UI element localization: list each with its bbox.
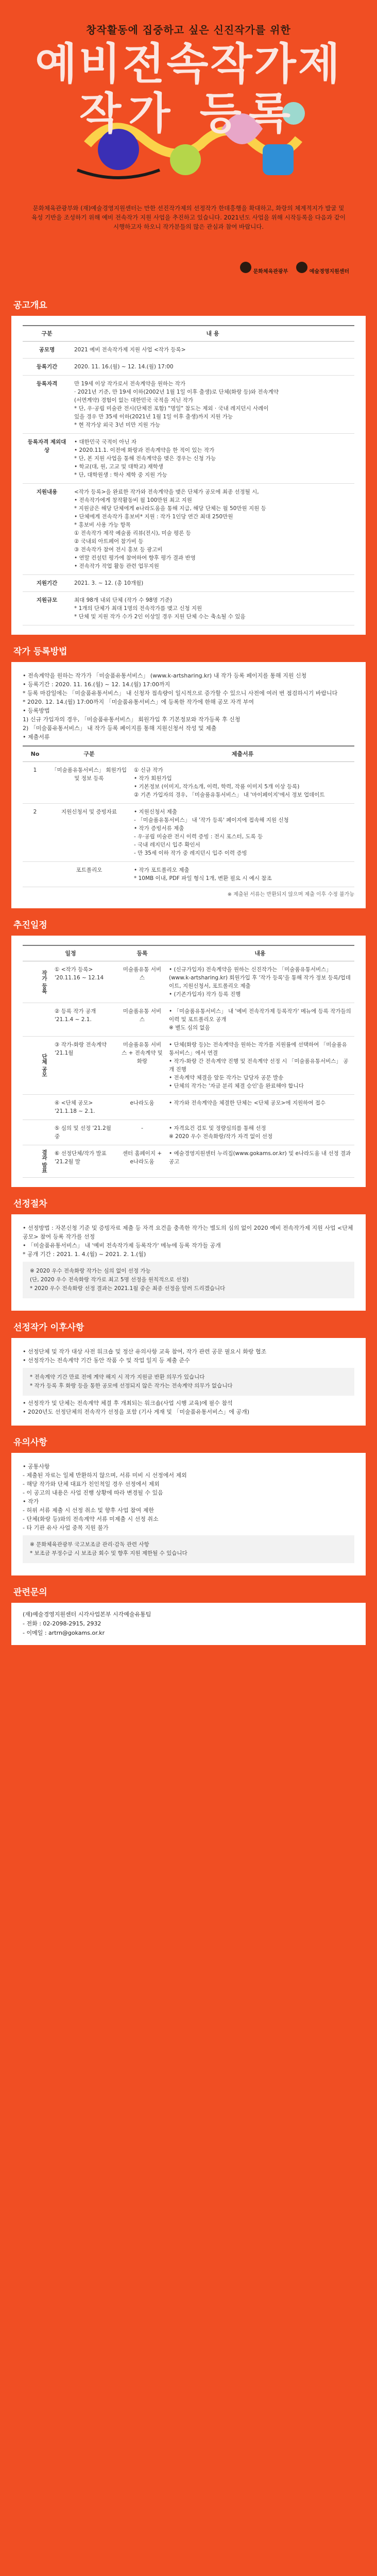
documents-row bbox=[23, 804, 354, 862]
registration-line: * 2020. 12. 14.(월) 17:00까지 「미술품유통서비스」에 등록한 작가에 한해 공모 자격 부여 bbox=[23, 699, 254, 705]
overview-line: <작가 등록>을 완료한 작가와 전속계약을 맺은 단체가 공모에 최종 선정될 시, bbox=[74, 489, 259, 495]
overview-line: * 홍보비 사용 가능 항목 bbox=[74, 522, 131, 528]
schedule-manager: 미술품유통 서비스 bbox=[118, 961, 166, 1003]
schedule-step: ② 등록 작가 공개 '21.1.4 ~ 2.1. bbox=[52, 1003, 118, 1037]
contact-section bbox=[0, 1585, 377, 1645]
schedule-desc-line: • 단체(화랑 등)는 전속계약을 원하는 작가를 지원률에 선택하여 「미술품유통서비스」에서 연결 bbox=[169, 1042, 347, 1056]
selection-section bbox=[0, 1196, 377, 1311]
overview-line: 2020. 11. 16.(월) ~ 12. 14.(월) 17:00 bbox=[74, 364, 174, 370]
schedule-row bbox=[23, 1003, 354, 1037]
docs-header-no: No bbox=[23, 746, 47, 762]
hero-title-line1: 예비전속작가제 bbox=[35, 39, 342, 89]
schedule-manager: 미술품유통 서비스 + 전속계약 및 화랑 bbox=[118, 1037, 166, 1095]
contact-org: (재)예술경영지원센터 시각사업본부 시각예술유통팀 bbox=[23, 1611, 151, 1618]
documents-line: • 작가 포트폴리오 제출 bbox=[134, 867, 190, 873]
notice-section bbox=[0, 1435, 377, 1575]
notice-line: - 이 공고의 내용은 사업 진행 상황에 따라 변경될 수 있음 bbox=[23, 1489, 163, 1496]
overview-row bbox=[23, 592, 354, 625]
schedule-desc bbox=[166, 1037, 354, 1095]
schedule-desc-line: • 자격요건 검토 및 정량심의를 통해 선정 bbox=[169, 1125, 266, 1131]
schedule-section bbox=[0, 918, 377, 1187]
schedule-desc-line: ※ 2020 우수 전속화랑/작가 자격 없이 선정 bbox=[169, 1133, 273, 1140]
documents-line: • 기본정보 (이미지, 작가소개, 이력, 학력, 작품 이미지 5개 이상 등록) bbox=[134, 784, 300, 790]
registration-line: • 전속계약을 원하는 작가가 「미술품유통서비스」 (www.k-artsharing.kr) 내 작가 등록 페이지를 통해 지원 신청 bbox=[23, 672, 307, 679]
obligations-after-line: • 2020년도 선정단체의 전속작가 선정을 포함 (기사 게재 및 「미술품유통서비스」에 공개) bbox=[23, 1408, 250, 1415]
notice-line: - 타 기관 유사 사업 중복 지원 불가 bbox=[23, 1524, 109, 1531]
overview-line: • 연말 컨설턴 평가에 참여하여 향후 평가 결과 반영 bbox=[74, 555, 196, 561]
documents-no bbox=[23, 862, 47, 887]
overview-key: 등록자격 제외대상 bbox=[23, 434, 71, 484]
documents-row bbox=[23, 862, 354, 887]
documents-line: ① 신규 작가 bbox=[134, 767, 163, 773]
notice-box-line: * 보조금 부정수급 시 보조금 회수 및 향후 지원 제한될 수 있습니다 bbox=[30, 1550, 187, 1556]
documents-line: - 만 35세 이하 작가 중 레지던시 입주 이력 증빙 bbox=[134, 850, 247, 856]
sched-header-reg: 등록 bbox=[118, 945, 166, 961]
overview-line: * 단, 우·공립 미술관 전시(단체전 포함) "명일" 참도는 제외 · 국내 레지던시 사례이 bbox=[74, 405, 269, 412]
schedule-desc-line: ※ 별도 심의 없음 bbox=[169, 1025, 210, 1031]
overview-key: 지원규모 bbox=[23, 592, 71, 625]
overview-line: * 단, 본 지원 사업을 통해 전속계약을 맺은 경우는 신청 가능 bbox=[74, 455, 216, 462]
overview-line: · 2021년 기준, 만 19세 이하(2002년 1월 1일 이후 출생)로 단체(화랑 등)와 전속계약 bbox=[74, 389, 279, 395]
registration-line: • 제출서류 bbox=[23, 734, 50, 740]
overview-row bbox=[23, 342, 354, 359]
registration-line: • 등록기간 : 2020. 11. 16.(월) ~ 12. 14.(월) 17:00까지 bbox=[23, 681, 170, 688]
notice-line: • 작가 bbox=[23, 1498, 39, 1505]
overview-line: • 전속작가에게 창작활동비 월 100만원 최고 지원 bbox=[74, 497, 192, 503]
overview-row bbox=[23, 434, 354, 484]
schedule-title: 추진일정 bbox=[13, 920, 47, 930]
overview-line: * 지원금은 해당 단체에게 e나라도움을 통해 지급, 해당 단체는 월 50만원 지원 등 bbox=[74, 505, 266, 512]
schedule-manager: e나라도움 bbox=[118, 1095, 166, 1120]
selection-line: * 공개 기간 : 2021. 1. 4.(월) ~ 2021. 2. 1.(월) bbox=[23, 1250, 146, 1258]
overview-title: 공고개요 bbox=[13, 300, 47, 311]
gokams-logo-label: 예술경영지원센터 bbox=[309, 269, 349, 275]
overview-card bbox=[11, 316, 366, 635]
obligations-line: • 선정작가는 전속계약 기간 동안 작품 수 및 작업 일지 등 제출 준수 bbox=[23, 1357, 190, 1364]
obligations-line: • 선정단체 및 작가 대상 사전 워크숍 및 정산 유의사항 교육 참여, 작가 관련 공문 필요시 화랑 협조 bbox=[23, 1348, 267, 1355]
schedule-desc-line: • 전속계약 체결을 앞둔 작가는 담당자 공문 발송 bbox=[169, 1075, 284, 1081]
schedule-desc-line: • 단체의 작가는 '자금 분리 체결 승인'을 완료해야 합니다 bbox=[169, 1083, 304, 1089]
ministry-logo bbox=[240, 262, 288, 275]
obligations-box-line: * 작가 등록 후 화랑 등을 통한 공모에 선정되지 않은 작가는 전속계약 의무가 없습니다 bbox=[30, 1382, 233, 1389]
overview-line: 있을 경우 만 35세 이하(2021년 1월 1일 이후 출생)까지 지원 가능 bbox=[74, 414, 233, 420]
schedule-table bbox=[23, 945, 354, 1178]
overview-line: * 단체 및 지원 작가 수가 2인 이상일 경우 지원 단체 수는 축소될 수 있음 bbox=[74, 614, 246, 620]
hero-subtitle: 창작활동에 집중하고 싶은 신진작가를 위한 bbox=[86, 24, 291, 36]
schedule-step: ① <작가 등록> '20.11.16 ~ 12.14 bbox=[52, 961, 118, 1003]
selection-box-line: ※ 2020 우수 전속화랑 작가는 심의 없이 선정 가능 bbox=[30, 1267, 151, 1274]
documents-line: • 작가 회원가입 bbox=[134, 775, 172, 782]
documents-no: 2 bbox=[23, 804, 47, 862]
hero-title-line2: 작가 등록 bbox=[79, 88, 298, 139]
registration-line: • 등록방법 bbox=[23, 707, 50, 714]
overview-line: 2021 예비 전속작가제 지원 사업 <작가 등록> bbox=[74, 347, 186, 353]
schedule-stage bbox=[23, 1120, 52, 1145]
schedule-desc-line: • 작가와 전속계약을 체결한 단체는 <단체 공모>에 지원하여 접수 bbox=[169, 1100, 326, 1106]
overview-line: * 단, 대학원생 : 학사 제학 중 지원 가능 bbox=[74, 472, 167, 478]
overview-line: • 학교(대, 원, 고교 및 대학교) 재학생 bbox=[74, 464, 163, 470]
logo-row bbox=[240, 262, 349, 275]
notice-line: - 허위 서류 제출 시 선정 취소 및 향후 사업 참여 제한 bbox=[23, 1506, 154, 1514]
schedule-step: ④ <단체 공모> '21.1.18 ~ 2.1. bbox=[52, 1095, 118, 1120]
schedule-stage: 결과 발표 bbox=[23, 1145, 52, 1178]
overview-row bbox=[23, 575, 354, 592]
sched-header-content: 내용 bbox=[166, 945, 354, 961]
schedule-row bbox=[23, 1145, 354, 1178]
notice-line: - 단체(화랑 등)와의 전속계약 서류 미제출 시 선정 취소 bbox=[23, 1515, 159, 1522]
selection-card bbox=[11, 1214, 366, 1311]
documents-category: 지원신청서 및 증빙자료 bbox=[47, 804, 131, 862]
documents-line: • 작가 증빙서류 제출 bbox=[134, 825, 184, 832]
documents-line: - 「미술품유통서비스」 내 '작가 등록' 페이지에 접속해 지원 신청 bbox=[134, 817, 289, 823]
schedule-desc-line: • 작가-화랑 간 전속계약 진행 및 전속계약 선정 시 「미술품유통서비스」 공개 진행 bbox=[169, 1058, 349, 1073]
schedule-stage bbox=[23, 1003, 52, 1037]
schedule-desc bbox=[166, 1003, 354, 1037]
documents-list bbox=[131, 862, 354, 887]
overview-table bbox=[23, 325, 354, 625]
documents-list bbox=[131, 762, 354, 804]
documents-no: 1 bbox=[23, 762, 47, 804]
overview-row bbox=[23, 484, 354, 575]
contact-card bbox=[11, 1603, 366, 1645]
overview-line: (서면계약) 경험이 없는 대한민국 국적을 지닌 작가 bbox=[74, 397, 194, 403]
documents-footnote: ※ 제출된 서류는 반환되지 않으며 제출 이후 수정 불가능 bbox=[227, 892, 354, 897]
docs-header-docs: 제출서류 bbox=[131, 746, 354, 762]
overview-row bbox=[23, 376, 354, 434]
overview-line: 2021. 3. ~ 12. (총 10개월) bbox=[74, 580, 144, 586]
hero-description: 문화체육관광부와 (재)예술경영지원센터는 만한 선진작가제의 선정작가 한데흥행을 확대하고, 화랑의 체계적지가 발굴 및 육성 기반을 조성하기 위해 예비 전속작가 지원 사업을 추진하고 있습니다. 2021년도 사업을 위해 시작등록을 다음과 같이 시행하고자 하오니 작가분들의 많은 관심과 참여 바랍니다. bbox=[31, 205, 346, 230]
ministry-logo-icon bbox=[240, 262, 251, 273]
overview-header-content: 내 용 bbox=[71, 326, 354, 342]
schedule-row bbox=[23, 1037, 354, 1095]
obligations-box-line: * 전속계약 기간 만료 전에 계약 해지 시 작가 지원금 반환 의무가 있습니다 bbox=[30, 1374, 205, 1380]
overview-line: 만 19세 이상 작가로서 전속계약을 원하는 작가 bbox=[74, 381, 185, 387]
overview-value bbox=[71, 434, 354, 484]
schedule-stage bbox=[23, 1095, 52, 1120]
overview-key: 공모명 bbox=[23, 342, 71, 359]
overview-key: 지원내용 bbox=[23, 484, 71, 575]
overview-line: * 현 작가상 외국 3년 미만 지원 가능 bbox=[74, 422, 161, 428]
overview-line: * 1개의 단체가 최대 1명의 전속작가를 맺고 신청 지원 bbox=[74, 605, 202, 612]
selection-line: • 선정방법 : 자본신청 기준 및 증빙자료 제출 등 자격 요건을 충족한 작가는 별도의 심의 없이 2020 예비 전속작가제 지원 사업 <단체 공모> 참여 등록 작가를 선정 bbox=[23, 1224, 353, 1240]
schedule-stage: 작가 등록 bbox=[23, 961, 52, 1003]
overview-line: ③ 전속작가 참여 전시 홍보 등 광고비 bbox=[74, 547, 163, 553]
documents-category: 「미술품유통서비스」 회원가입 및 정보 등록 bbox=[47, 762, 131, 804]
selection-notice-box bbox=[23, 1262, 354, 1298]
schedule-step: ⑥ 선정단체/작가 발표 '21.2월 말 bbox=[52, 1145, 118, 1178]
overview-header-cat: 구분 bbox=[23, 326, 71, 342]
overview-key: 등록자격 bbox=[23, 376, 71, 434]
schedule-desc bbox=[166, 1120, 354, 1145]
obligations-after-line: • 선정작가 및 단체는 전속계약 체결 후 개최되는 워크숍(사업 시행 교육)에 필수 참석 bbox=[23, 1399, 233, 1406]
overview-line: • 단체에게 전속작가 홍보비* 지원 : 작가 1인당 연간 최대 250만원 bbox=[74, 514, 233, 520]
contact-phone: - 전화 : 02-2098-2915, 2932 bbox=[23, 1620, 101, 1627]
documents-line: * 10MB 이내, PDF 파일 형식 1개, 변환 필요 시 예시 참조 bbox=[134, 875, 272, 882]
registration-card bbox=[11, 662, 366, 908]
overview-line: • 전속작가 작업 활동 관련 업무지원 bbox=[74, 563, 159, 569]
documents-line: - 국내 레지던시 입주 확인서 bbox=[134, 842, 200, 848]
notice-card bbox=[11, 1453, 366, 1575]
notice-box bbox=[23, 1535, 354, 1563]
overview-line: 최대 98개 내외 단체 (작가 수 98명 기준) bbox=[74, 597, 173, 603]
sched-header-date: 일정 bbox=[23, 945, 118, 961]
schedule-desc bbox=[166, 1145, 354, 1178]
overview-line: • 대한민국 국적이 아닌 자 bbox=[74, 439, 136, 445]
selection-box-line: * 2020 우수 전속화랑 선정 결과는 2021.1월 중순 최종 선정을 알려 드리겠습니다 bbox=[30, 1285, 226, 1292]
notice-box-line: ※ 문화체육관광부 국고보조금 관리·감독 관련 사항 bbox=[30, 1541, 149, 1548]
registration-line: * 등록 마감일에는 「미술품유통서비스」 내 신청자 접속량이 일시적으로 증가할 수 있으니 사전에 여러 번 점검하시기 바랍니다 bbox=[23, 690, 338, 697]
schedule-desc bbox=[166, 961, 354, 1003]
registration-section bbox=[0, 644, 377, 908]
obligations-title: 선정작가 이후사항 bbox=[13, 1322, 84, 1333]
overview-section bbox=[0, 298, 377, 635]
overview-value bbox=[71, 342, 354, 359]
overview-key: 지원기간 bbox=[23, 575, 71, 592]
schedule-manager: - bbox=[118, 1120, 166, 1145]
overview-key: 등록기간 bbox=[23, 359, 71, 376]
documents-table bbox=[23, 745, 354, 887]
schedule-desc-line: • 「미술품유통서비스」 내 '예비 전속작가제 등록작가' 메뉴에 등록 작가들의 이력 및 포트폴리오 공개 bbox=[169, 1008, 351, 1023]
overview-value bbox=[71, 592, 354, 625]
schedule-desc-line: • (신규가입자) 전속계약을 원하는 신진작가는 「미술품유통서비스」 (www.k-artsharing.kr) 회원가입 후 '작가 등록'을 통해 작가 정보 등록/업데이트, 지원신청서, 포트폴리오 제출 bbox=[169, 967, 351, 989]
selection-line: • 「미술품유통서비스」 내 '예비 전속작가제 등록작가' 메뉴에 등록 작가들 공개 bbox=[23, 1242, 221, 1249]
documents-row bbox=[23, 762, 354, 804]
schedule-manager: 미술품유통 서비스 bbox=[118, 1003, 166, 1037]
schedule-step: ⑤ 심의 및 선정 '21.2월 중 bbox=[52, 1120, 118, 1145]
overview-value bbox=[71, 359, 354, 376]
overview-line: ② 국내외 아트페어 참가비 등 bbox=[74, 538, 144, 545]
schedule-desc-line: • (기존가입자) 작가 등록 진행 bbox=[169, 991, 241, 997]
selection-box-line: (단, 2020 우수 전속화랑 작가로 최고 5명 선정을 원칙적으로 선정) bbox=[30, 1276, 189, 1283]
registration-line: 1) 신규 가입자의 경우, 「미술품유통서비스」 회원가입 후 기본정보와 작가등록 후 신청 bbox=[23, 716, 241, 723]
gokams-logo-icon bbox=[296, 262, 307, 273]
schedule-card bbox=[11, 936, 366, 1187]
gokams-logo bbox=[296, 262, 349, 275]
schedule-row bbox=[23, 1095, 354, 1120]
notice-title: 유의사항 bbox=[13, 1437, 47, 1448]
registration-lines bbox=[23, 671, 354, 741]
overview-line: ① 전속작가 제작 예술품 리뷰(전시), 미술 평론 등 bbox=[74, 530, 191, 536]
documents-line: - 우·공립 미술관 전시 이력 증빙 : 전시 포스터, 도록 등 bbox=[134, 834, 263, 840]
registration-line: 2) 「미술품유통서비스」 내 작가 등록 페이지를 통해 지원신청서 작성 및 제출 bbox=[23, 725, 217, 732]
obligations-section bbox=[0, 1320, 377, 1426]
notice-line: • 공통사항 bbox=[23, 1463, 50, 1470]
docs-header-cat: 구분 bbox=[47, 746, 131, 762]
schedule-desc-line: • 예술경영지원센터 누리집(www.gokams.or.kr) 및 e나라도움 내 선정 결과 공고 bbox=[169, 1150, 351, 1165]
documents-line: • 지원신청서 제출 bbox=[134, 809, 177, 815]
contact-email[interactable]: - 이메일 : artrn@gokams.or.kr bbox=[23, 1629, 105, 1636]
notice-line: - 해당 작가와 단체 대표가 친인척일 경우 선정에서 제외 bbox=[23, 1480, 160, 1487]
overview-value bbox=[71, 376, 354, 434]
documents-list bbox=[131, 804, 354, 862]
documents-category: 포트폴리오 bbox=[47, 862, 131, 887]
overview-value bbox=[71, 575, 354, 592]
schedule-manager: 센터 홈페이지 + e나라도움 bbox=[118, 1145, 166, 1178]
contact-title: 관련문의 bbox=[13, 1587, 47, 1598]
notice-line: - 제출된 자료는 일체 반환하지 않으며, 서류 미비 시 선정에서 제외 bbox=[23, 1471, 187, 1479]
hero-banner bbox=[0, 0, 377, 289]
schedule-desc bbox=[166, 1095, 354, 1120]
schedule-step: ③ 작가-화랑 전속계약 '21.1월 bbox=[52, 1037, 118, 1095]
ministry-logo-label: 문화체육관광부 bbox=[253, 269, 288, 275]
schedule-stage: 단체 공모 bbox=[23, 1037, 52, 1095]
obligations-notice-box bbox=[23, 1368, 354, 1396]
selection-title: 선정절차 bbox=[13, 1198, 47, 1209]
schedule-row bbox=[23, 1120, 354, 1145]
overview-line: • 2020.11.1. 이전에 화랑과 전속계약을 한 적이 있는 작가 bbox=[74, 447, 215, 453]
overview-row bbox=[23, 359, 354, 376]
documents-line: ② 기존 가입자의 경우, 「미술품유통서비스」 내 '마이페이지'에서 정보 업데이트 bbox=[134, 792, 325, 798]
obligations-card bbox=[11, 1338, 366, 1426]
registration-title: 작가 등록방법 bbox=[13, 647, 67, 657]
schedule-row bbox=[23, 961, 354, 1003]
overview-value bbox=[71, 484, 354, 575]
